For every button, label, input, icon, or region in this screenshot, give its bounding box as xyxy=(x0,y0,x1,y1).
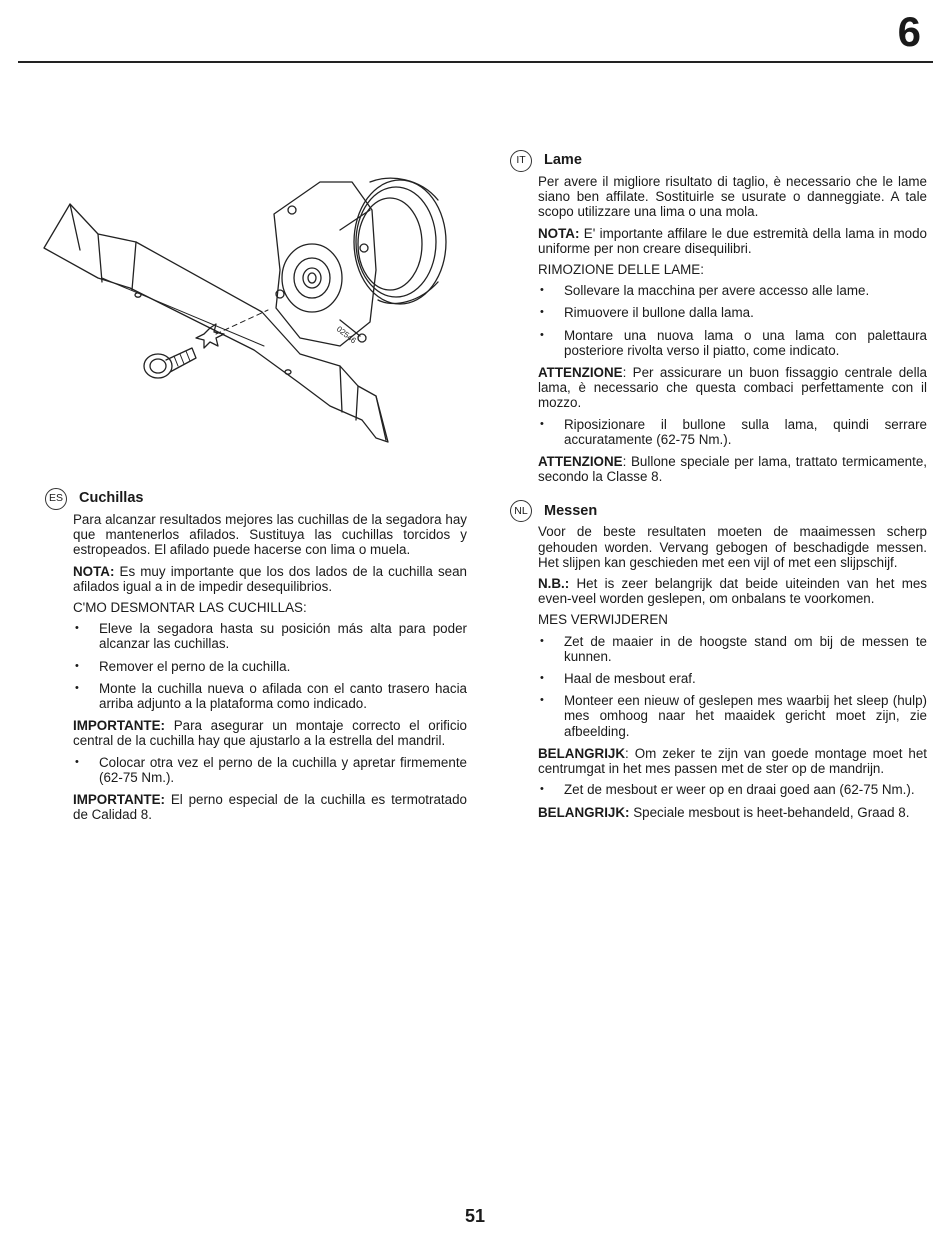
it-subhead: RIMOZIONE DELLE LAME: xyxy=(538,262,704,278)
section-es xyxy=(47,488,467,828)
it-intro: Per avere il migliore risultato di taglio, è necessario che le lame siano ben affilate. Sostituirle se usurate o danneggiate. A tale scopo utilizzare una lima o una mola. xyxy=(538,174,927,220)
pulley xyxy=(354,178,446,304)
nl-subhead: MES VERWIJDEREN xyxy=(538,612,668,628)
list-item: • Zet de maaier in de hoogste stand om bij de messen te kunnen. xyxy=(538,634,927,664)
it-nota: NOTA: E' importante affilare le due estremità della lama in modo uniforme per non creare disequilibri. xyxy=(538,225,927,256)
list-item: • Monte la cuchilla nueva o afilada con el canto trasero hacia arriba adjunto a la plataforma como indicado. xyxy=(73,681,467,711)
es-intro: Para alcanzar resultados mejores las cuchillas de la segadora hay que mantenerlos afilados. Sustituya las cuchillas torcidos y estropeados. El afilado puede hacerse con lima o muela. xyxy=(73,512,467,558)
it-steps xyxy=(538,283,927,358)
section-nl xyxy=(512,500,927,819)
blade-bolt xyxy=(144,348,196,378)
list-item: • Remover el perno de la cuchilla. xyxy=(73,659,467,674)
es-steps xyxy=(73,621,467,711)
blade-outline xyxy=(44,204,388,442)
section-nl-heading xyxy=(510,500,927,522)
list-item: • Haal de mesbout eraf. xyxy=(538,671,927,686)
blade-assembly-illustration xyxy=(40,170,460,470)
list-item: • Zet de mesbout er weer op en draai goed aan (62-75 Nm.). xyxy=(538,782,927,797)
nl-belangrijk-1: BELANGRIJK: Om zeker te zijn van goede montage moet het centrumgat in het mes passen met de ster op de mandrijn. xyxy=(538,745,927,777)
it-attenzione-2: ATTENZIONE: Bullone speciale per lama, trattato termicamente, secondo la Classe 8. xyxy=(538,454,927,485)
nl-intro: Voor de beste resultaten moeten de maaimessen scherp gehouden worden. Vervang gebogen of beschadigde messen. Het slijpen kan geschieden met een vijl of met een slijpschijf. xyxy=(538,524,927,570)
list-item: • Riposizionare il bullone sulla lama, quindi serrare accuratamente (62-75 Nm.). xyxy=(538,417,927,447)
list-item: • Monteer een nieuw of geslepen mes waarbij het sleep (hulp) mes omhoog naar het maaidek gericht moet zijn, zie afbeelding. xyxy=(538,693,927,739)
figure-code: 02546 xyxy=(334,324,358,346)
section-es-heading xyxy=(45,488,467,510)
nl-steps-2 xyxy=(538,782,927,797)
section-it-title: Lame xyxy=(544,152,582,169)
right-column xyxy=(512,150,927,826)
es-subhead: C'MO DESMONTAR LAS CUCHILLAS: xyxy=(73,600,307,616)
nl-nb: N.B.: Het is zeer belangrijk dat beide uiteinden van het mes even-veel worden geslepen, om onbalans te voorkomen. xyxy=(538,576,927,607)
section-nl-title: Messen xyxy=(544,502,598,519)
list-item: • Eleve la segadora hasta su posición más alta para poder alcanzar las cuchillas. xyxy=(73,621,467,651)
language-badge-es: ES xyxy=(45,488,67,510)
section-it xyxy=(512,150,927,484)
it-attenzione-1: ATTENZIONE: Per assicurare un buon fissaggio centrale della lama, è necessario che questa combaci perfettamente con il mozzo. xyxy=(538,365,927,411)
nl-belangrijk-2: BELANGRIJK: Speciale mesbout is heet-behandeld, Graad 8. xyxy=(538,804,910,820)
language-badge-it: IT xyxy=(510,150,532,172)
list-item: • Montare una nuova lama o una lama con palettaura posteriore rivolta verso il piatto, come indicato. xyxy=(538,328,927,358)
es-importante-1: IMPORTANTE: Para asegurar un montaje correcto el orificio central de la cuchilla hay que ajustarlo a la estrella del mandril. xyxy=(73,718,467,749)
es-nota: NOTA: Es muy importante que los dos lados de la cuchilla sean afilados igual a in de impedir desequilibrios. xyxy=(73,563,467,594)
chapter-number: 6 xyxy=(897,8,920,55)
list-item: • Sollevare la macchina per avere accesso alle lame. xyxy=(538,283,927,298)
header-rule xyxy=(18,61,933,63)
section-it-heading xyxy=(510,150,927,172)
list-item: • Colocar otra vez el perno de la cuchilla y apretar firmemente (62-75 Nm.). xyxy=(73,755,467,785)
page-number: 51 xyxy=(464,1206,486,1226)
es-steps-2 xyxy=(73,755,467,785)
nl-steps xyxy=(538,634,927,739)
es-importante-2: IMPORTANTE: El perno especial de la cuchilla es termotratado de Calidad 8. xyxy=(73,792,467,823)
list-item: • Rimuovere il bullone dalla lama. xyxy=(538,305,927,320)
language-badge-nl: NL xyxy=(510,500,532,522)
section-es-title: Cuchillas xyxy=(79,490,144,507)
it-steps-2 xyxy=(538,417,927,447)
